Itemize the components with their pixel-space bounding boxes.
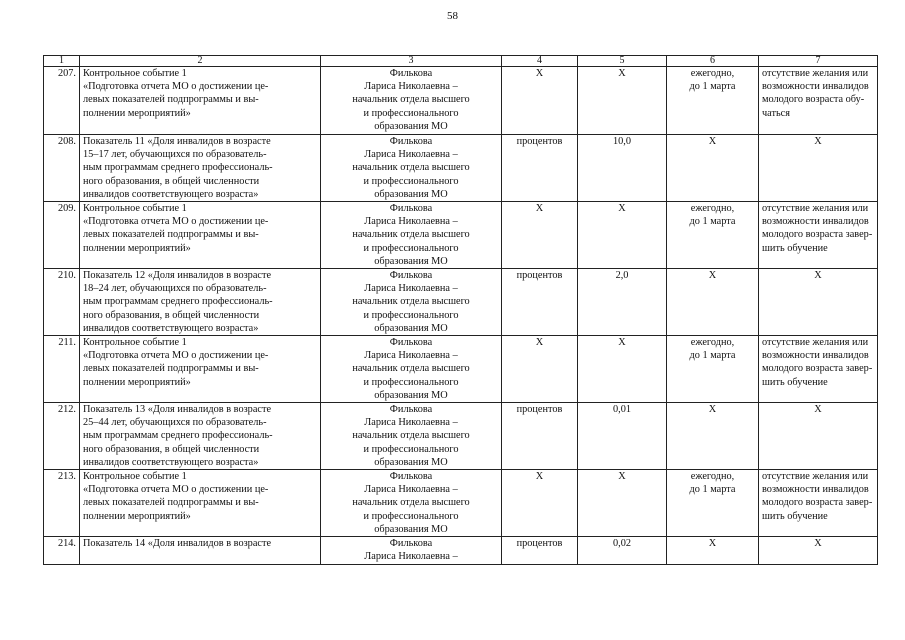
row-number: 211. xyxy=(44,336,80,403)
period-cell xyxy=(667,470,759,537)
page-number: 58 xyxy=(447,10,458,22)
unit-cell: процентов xyxy=(502,135,578,202)
description-cell xyxy=(80,202,321,269)
description-line: полнении мероприятий» xyxy=(83,242,191,254)
column-number: 2 xyxy=(80,56,321,67)
responsible-line: Лариса Николаевна – xyxy=(364,551,458,563)
description-line: «Подготовка отчета МО о достижении це- xyxy=(83,484,269,496)
description-cell xyxy=(80,537,321,564)
value-cell: Х xyxy=(578,470,667,537)
description-line: Контрольное событие 1 xyxy=(83,337,187,349)
value-cell: 10,0 xyxy=(578,135,667,202)
row-number: 213. xyxy=(44,470,80,537)
value-cell: 2,0 xyxy=(578,269,667,336)
note-line: Х xyxy=(814,136,822,147)
responsible-line: начальник отдела высшего xyxy=(352,296,470,308)
responsible-line: Филькова xyxy=(389,203,433,215)
responsible-cell xyxy=(321,403,502,470)
note-line: отсутствие желания или xyxy=(762,471,869,483)
period-cell xyxy=(667,135,759,202)
note-line: молодого возраста завер- xyxy=(762,497,873,509)
description-cell xyxy=(80,470,321,537)
table-row xyxy=(44,470,878,537)
responsible-line: Лариса Николаевна – xyxy=(364,484,458,496)
period-line: ежегодно, xyxy=(690,68,735,79)
responsible-line: Филькова xyxy=(389,68,433,79)
note-line: возможности инвалидов xyxy=(762,484,869,496)
description-line: Контрольное событие 1 xyxy=(83,68,187,79)
description-line: инвалидов соответствующего возраста» xyxy=(83,188,259,200)
description-line: инвалидов соответствующего возраста» xyxy=(83,322,259,334)
description-line: ным программам среднего профессиональ- xyxy=(83,162,273,174)
row-number: 214. xyxy=(44,537,80,564)
responsible-line: Филькова xyxy=(389,404,433,416)
responsible-line: Лариса Николаевна – xyxy=(364,149,458,161)
responsible-line: и профессионального xyxy=(363,443,459,455)
value-cell: 0,01 xyxy=(578,403,667,470)
responsible-line: Филькова xyxy=(389,136,433,147)
period-line: Х xyxy=(708,270,717,282)
description-line: «Подготовка отчета МО о достижении це- xyxy=(83,350,269,362)
row-number: 210. xyxy=(44,269,80,336)
description-cell xyxy=(80,269,321,336)
responsible-line: образования МО xyxy=(374,120,448,132)
description-line: Показатель 11 «Доля инвалидов в возрасте xyxy=(83,136,271,147)
responsible-cell xyxy=(321,135,502,202)
responsible-line: и профессионального xyxy=(363,242,459,254)
table-row xyxy=(44,135,878,202)
responsible-line: Лариса Николаевна – xyxy=(364,81,458,93)
responsible-cell xyxy=(321,470,502,537)
description-line: левых показателей подпрограммы и вы- xyxy=(83,94,259,106)
table-row xyxy=(44,537,878,564)
description-line: полнении мероприятий» xyxy=(83,107,191,119)
note-cell xyxy=(759,537,878,564)
period-line: до 1 марта xyxy=(689,216,736,228)
row-number: 208. xyxy=(44,135,80,202)
responsible-line: Филькова xyxy=(389,270,433,282)
responsible-line: начальник отдела высшего xyxy=(352,363,470,375)
unit-cell: процентов xyxy=(502,269,578,336)
responsible-line: начальник отдела высшего xyxy=(352,94,470,106)
description-line: Показатель 13 «Доля инвалидов в возрасте xyxy=(83,404,272,416)
responsible-cell xyxy=(321,537,502,564)
note-line: шить обучение xyxy=(762,376,828,388)
note-line: отсутствие желания или xyxy=(762,68,869,79)
unit-cell: процентов xyxy=(502,403,578,470)
period-cell xyxy=(667,269,759,336)
description-line: левых показателей подпрограммы и вы- xyxy=(83,497,259,509)
responsible-line: начальник отдела высшего xyxy=(352,229,470,241)
period-cell xyxy=(667,403,759,470)
description-line: левых показателей подпрограммы и вы- xyxy=(83,363,259,375)
period-line: до 1 марта xyxy=(689,350,736,362)
description-line: Контрольное событие 1 xyxy=(83,471,187,483)
note-line: Х xyxy=(814,270,822,282)
description-line: инвалидов соответствующего возраста» xyxy=(83,456,259,468)
column-number: 5 xyxy=(578,56,667,67)
description-cell xyxy=(80,135,321,202)
responsible-line: и профессионального xyxy=(363,107,459,119)
column-number-row xyxy=(44,56,878,67)
period-line: ежегодно, xyxy=(690,471,735,483)
note-line: отсутствие желания или xyxy=(762,337,869,349)
table-row xyxy=(44,336,878,403)
description-line: 15–17 лет, обучающихся по образователь- xyxy=(83,149,267,161)
description-line: левых показателей подпрограммы и вы- xyxy=(83,229,259,241)
note-line: Х xyxy=(814,538,822,550)
note-cell xyxy=(759,202,878,269)
responsible-line: образования МО xyxy=(374,322,448,334)
column-number: 6 xyxy=(667,56,759,67)
period-line: до 1 марта xyxy=(689,81,736,93)
description-line: «Подготовка отчета МО о достижении це- xyxy=(83,81,269,93)
period-cell xyxy=(667,202,759,269)
period-line: Х xyxy=(708,404,717,416)
period-line: ежегодно, xyxy=(690,337,735,349)
responsible-line: образования МО xyxy=(374,523,448,535)
description-cell xyxy=(80,403,321,470)
note-line: возможности инвалидов xyxy=(762,350,869,362)
responsible-line: начальник отдела высшего xyxy=(352,430,470,442)
note-line: шить обучение xyxy=(762,242,828,254)
responsible-line: Филькова xyxy=(389,538,433,550)
table-row xyxy=(44,202,878,269)
note-line: молодого возраста завер- xyxy=(762,363,873,375)
period-cell xyxy=(667,336,759,403)
description-line: Показатель 12 «Доля инвалидов в возрасте xyxy=(83,270,272,282)
description-line: Контрольное событие 1 xyxy=(83,203,187,215)
responsible-cell xyxy=(321,202,502,269)
responsible-line: начальник отдела высшего xyxy=(352,497,470,509)
note-line: Х xyxy=(814,404,822,416)
period-line: ежегодно, xyxy=(690,203,735,215)
note-line: молодого возраста завер- xyxy=(762,229,873,241)
note-cell xyxy=(759,336,878,403)
column-number: 1 xyxy=(44,56,80,67)
plan-table xyxy=(43,55,878,565)
row-number: 212. xyxy=(44,403,80,470)
responsible-line: образования МО xyxy=(374,188,448,200)
value-cell: 0,02 xyxy=(578,537,667,564)
column-number: 3 xyxy=(321,56,502,67)
value-cell: Х xyxy=(578,202,667,269)
column-number: 7 xyxy=(759,56,878,67)
period-cell xyxy=(667,67,759,135)
responsible-line: и профессионального xyxy=(363,175,459,187)
row-number: 209. xyxy=(44,202,80,269)
responsible-line: Филькова xyxy=(389,337,433,349)
responsible-cell xyxy=(321,67,502,135)
description-line: 18–24 лет, обучающихся по образователь- xyxy=(83,283,267,295)
period-cell xyxy=(667,537,759,564)
unit-cell: процентов xyxy=(502,537,578,564)
note-line: возможности инвалидов xyxy=(762,216,869,228)
responsible-line: образования МО xyxy=(374,255,448,267)
responsible-line: Филькова xyxy=(389,471,433,483)
description-line: ным программам среднего профессиональ- xyxy=(83,296,273,308)
note-cell xyxy=(759,470,878,537)
value-cell: Х xyxy=(578,336,667,403)
description-line: ного образования, в общей численности xyxy=(83,309,260,321)
responsible-line: и профессионального xyxy=(363,309,459,321)
row-number: 207. xyxy=(44,67,80,135)
responsible-line: образования МО xyxy=(374,389,448,401)
period-line: до 1 марта xyxy=(689,484,736,496)
description-line: полнении мероприятий» xyxy=(83,510,191,522)
responsible-line: образования МО xyxy=(374,456,448,468)
responsible-cell xyxy=(321,269,502,336)
value-cell: Х xyxy=(578,67,667,135)
period-line: Х xyxy=(708,538,717,550)
table-row xyxy=(44,269,878,336)
note-cell xyxy=(759,403,878,470)
unit-cell: Х xyxy=(502,202,578,269)
description-cell xyxy=(80,67,321,135)
responsible-line: Лариса Николаевна – xyxy=(364,417,458,429)
note-line: шить обучение xyxy=(762,510,828,522)
note-cell xyxy=(759,67,878,135)
responsible-line: Лариса Николаевна – xyxy=(364,350,458,362)
note-cell xyxy=(759,269,878,336)
description-line: ного образования, в общей численности xyxy=(83,175,260,187)
unit-cell: Х xyxy=(502,67,578,135)
responsible-line: начальник отдела высшего xyxy=(352,162,470,174)
responsible-line: и профессионального xyxy=(363,510,459,522)
description-line: «Подготовка отчета МО о достижении це- xyxy=(83,216,269,228)
unit-cell: Х xyxy=(502,470,578,537)
note-line: молодого возраста обу- xyxy=(762,94,865,106)
description-cell xyxy=(80,336,321,403)
note-line: возможности инвалидов xyxy=(762,81,869,93)
responsible-line: и профессионального xyxy=(363,376,459,388)
description-line: 25–44 лет, обучающихся по образователь- xyxy=(83,417,267,429)
note-line: отсутствие желания или xyxy=(762,203,869,215)
column-number: 4 xyxy=(502,56,578,67)
description-line: Показатель 14 «Доля инвалидов в возрасте xyxy=(83,538,272,550)
table-row xyxy=(44,67,878,135)
responsible-line: Лариса Николаевна – xyxy=(364,283,458,295)
note-line: чаться xyxy=(762,107,790,119)
note-cell xyxy=(759,135,878,202)
description-line: ным программам среднего профессиональ- xyxy=(83,430,273,442)
responsible-line: Лариса Николаевна – xyxy=(364,216,458,228)
period-line: Х xyxy=(708,136,717,147)
unit-cell: Х xyxy=(502,336,578,403)
responsible-cell xyxy=(321,336,502,403)
description-line: полнении мероприятий» xyxy=(83,376,191,388)
table-row xyxy=(44,403,878,470)
description-line: ного образования, в общей численности xyxy=(83,443,260,455)
